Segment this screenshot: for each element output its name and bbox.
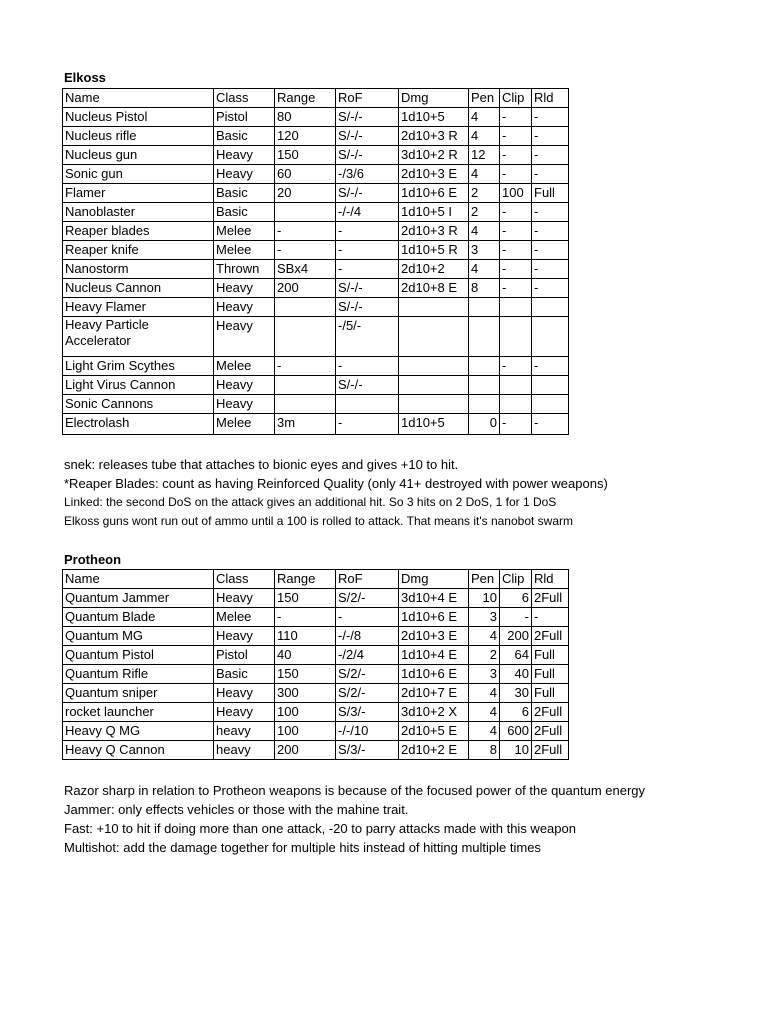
table-cell: Heavy — [214, 298, 275, 317]
table-cell: Quantum Blade — [63, 608, 214, 627]
table-cell — [500, 395, 532, 414]
column-header: Dmg — [399, 570, 469, 589]
table-cell: Heavy Q Cannon — [63, 741, 214, 760]
table-cell: 2d10+3 R — [399, 222, 469, 241]
header-row — [63, 89, 569, 108]
table-cell: Thrown — [214, 260, 275, 279]
table-cell: 4 — [469, 722, 500, 741]
table-cell: 8 — [469, 741, 500, 760]
table-cell: Reaper knife — [63, 241, 214, 260]
table-cell: 1d10+5 — [399, 414, 469, 435]
table-cell: Quantum Pistol — [63, 646, 214, 665]
column-header: Class — [214, 570, 275, 589]
header-row — [63, 570, 569, 589]
table-cell: 2d10+5 E — [399, 722, 469, 741]
table-cell: 300 — [275, 684, 336, 703]
table-cell: 12 — [469, 146, 500, 165]
table-cell: Nucleus Cannon — [63, 279, 214, 298]
table-cell: - — [500, 414, 532, 435]
table-cell: Nucleus gun — [63, 146, 214, 165]
table-cell — [532, 317, 569, 357]
table-cell: 8 — [469, 279, 500, 298]
table-cell: 3d10+2 X — [399, 703, 469, 722]
table-cell: - — [500, 260, 532, 279]
table-cell: - — [500, 279, 532, 298]
table-cell: Heavy — [214, 589, 275, 608]
table-cell — [532, 376, 569, 395]
table-cell: - — [500, 146, 532, 165]
table-cell: - — [336, 241, 399, 260]
table-cell: - — [532, 608, 569, 627]
elkoss-title: Elkoss — [64, 70, 106, 85]
table-cell: 3 — [469, 665, 500, 684]
table-cell: 200 — [275, 741, 336, 760]
table-cell: 2d10+3 R — [399, 127, 469, 146]
table-cell: Light Grim Scythes — [63, 357, 214, 376]
table-cell: Heavy — [214, 146, 275, 165]
table-row — [63, 108, 569, 127]
note-line: Jammer: only effects vehicles or those with the mahine trait. — [64, 802, 409, 817]
table-cell — [275, 298, 336, 317]
table-cell: 4 — [469, 684, 500, 703]
table-cell: 4 — [469, 127, 500, 146]
table-cell: - — [500, 108, 532, 127]
table-cell: 3d10+2 R — [399, 146, 469, 165]
table-cell: 40 — [275, 646, 336, 665]
table-cell: Pistol — [214, 108, 275, 127]
table-cell: Heavy — [214, 627, 275, 646]
table-cell: - — [532, 357, 569, 376]
table-cell: S/-/- — [336, 279, 399, 298]
table-cell: -/-/8 — [336, 627, 399, 646]
table-cell: -/-/4 — [336, 203, 399, 222]
table-cell: 4 — [469, 260, 500, 279]
table-row — [63, 241, 569, 260]
table-cell: 4 — [469, 108, 500, 127]
table-cell: 1d10+5 — [399, 108, 469, 127]
table-cell: 2Full — [532, 703, 569, 722]
table-cell: - — [532, 414, 569, 435]
table-cell: - — [532, 165, 569, 184]
table-cell: 10 — [500, 741, 532, 760]
protheon-weapons-table — [62, 569, 569, 760]
elkoss-weapons-table — [62, 88, 569, 435]
table-cell: Full — [532, 184, 569, 203]
table-cell: Sonic Cannons — [63, 395, 214, 414]
table-cell: Melee — [214, 357, 275, 376]
table-cell: 2d10+2 E — [399, 741, 469, 760]
column-header: RoF — [336, 570, 399, 589]
table-cell: 600 — [500, 722, 532, 741]
table-cell: 2 — [469, 646, 500, 665]
table-cell: Quantum sniper — [63, 684, 214, 703]
table-row — [63, 376, 569, 395]
table-cell: 60 — [275, 165, 336, 184]
table-cell: 3 — [469, 608, 500, 627]
table-cell: Heavy — [214, 376, 275, 395]
table-cell — [500, 376, 532, 395]
table-cell: 1d10+5 R — [399, 241, 469, 260]
table-row — [63, 279, 569, 298]
column-header: Rld — [532, 89, 569, 108]
note-line: Linked: the second DoS on the attack gives an additional hit. So 3 hits on 2 DoS, 1 for 1 DoS — [64, 495, 557, 509]
table-cell: 2d10+7 E — [399, 684, 469, 703]
column-header: Range — [275, 570, 336, 589]
table-cell: Melee — [214, 222, 275, 241]
table-cell: -/-/10 — [336, 722, 399, 741]
table-cell — [469, 317, 500, 357]
table-cell: - — [532, 260, 569, 279]
table-cell — [275, 376, 336, 395]
table-cell: - — [500, 165, 532, 184]
column-header: Rld — [532, 570, 569, 589]
table-cell: - — [336, 222, 399, 241]
table-cell: Light Virus Cannon — [63, 376, 214, 395]
table-cell — [275, 395, 336, 414]
table-cell: - — [500, 241, 532, 260]
table-cell: Nucleus Pistol — [63, 108, 214, 127]
table-row — [63, 684, 569, 703]
table-cell: Full — [532, 684, 569, 703]
table-cell: 4 — [469, 627, 500, 646]
table-cell: 3d10+4 E — [399, 589, 469, 608]
table-row — [63, 395, 569, 414]
note-line: Multishot: add the damage together for multiple hits instead of hitting multiple times — [64, 840, 541, 855]
table-cell — [399, 376, 469, 395]
table-cell: 200 — [275, 279, 336, 298]
table-row — [63, 646, 569, 665]
table-cell: - — [275, 357, 336, 376]
table-cell: 2Full — [532, 627, 569, 646]
table-cell: Heavy Flamer — [63, 298, 214, 317]
table-cell: heavy — [214, 741, 275, 760]
table-cell — [469, 395, 500, 414]
table-cell — [399, 317, 469, 357]
table-cell: -/5/- — [336, 317, 399, 357]
table-row — [63, 260, 569, 279]
table-row — [63, 298, 569, 317]
protheon-notes — [64, 781, 646, 857]
table-cell: Full — [532, 646, 569, 665]
note-line: *Reaper Blades: count as having Reinforced Quality (only 41+ destroyed with power weapons) — [64, 476, 608, 491]
table-cell: 1d10+5 I — [399, 203, 469, 222]
table-row — [63, 741, 569, 760]
table-cell: Quantum Rifle — [63, 665, 214, 684]
table-cell: S/2/- — [336, 665, 399, 684]
table-cell: Electrolash — [63, 414, 214, 435]
table-cell: 2Full — [532, 589, 569, 608]
note-line: Razor sharp in relation to Protheon weapons is because of the focused power of the quantum energy — [64, 783, 646, 798]
table-row — [63, 357, 569, 376]
column-header: Name — [63, 570, 214, 589]
table-cell: 64 — [500, 646, 532, 665]
column-header: Pen — [469, 89, 500, 108]
table-cell: 2Full — [532, 741, 569, 760]
table-cell: - — [532, 222, 569, 241]
table-cell: S/-/- — [336, 108, 399, 127]
table-cell — [532, 395, 569, 414]
table-cell — [336, 395, 399, 414]
table-cell: 20 — [275, 184, 336, 203]
table-cell: 100 — [500, 184, 532, 203]
table-cell: S/2/- — [336, 589, 399, 608]
table-cell: S/-/- — [336, 376, 399, 395]
table-cell: SBx4 — [275, 260, 336, 279]
table-cell: 150 — [275, 589, 336, 608]
table-row — [63, 665, 569, 684]
table-cell: 2d10+3 E — [399, 627, 469, 646]
table-cell: - — [500, 357, 532, 376]
table-row — [63, 722, 569, 741]
table-cell: S/3/- — [336, 703, 399, 722]
table-row — [63, 703, 569, 722]
table-cell: - — [532, 241, 569, 260]
table-cell: 1d10+6 E — [399, 608, 469, 627]
table-cell: Reaper blades — [63, 222, 214, 241]
table-cell: S/-/- — [336, 298, 399, 317]
table-cell: 40 — [500, 665, 532, 684]
table-row — [63, 222, 569, 241]
table-cell: Quantum MG — [63, 627, 214, 646]
table-cell: 200 — [500, 627, 532, 646]
column-header: Dmg — [399, 89, 469, 108]
table-cell: 6 — [500, 703, 532, 722]
table-cell: S/-/- — [336, 146, 399, 165]
table-cell: 4 — [469, 165, 500, 184]
elkoss-notes — [64, 455, 608, 531]
table-cell: 100 — [275, 722, 336, 741]
table-cell: 2d10+2 — [399, 260, 469, 279]
table-row — [63, 414, 569, 435]
table-cell: 2Full — [532, 722, 569, 741]
protheon-title: Protheon — [64, 552, 122, 567]
table-cell: - — [500, 203, 532, 222]
table-cell: - — [532, 127, 569, 146]
table-cell: 2 — [469, 184, 500, 203]
table-cell: heavy — [214, 722, 275, 741]
table-cell: - — [500, 222, 532, 241]
table-row — [63, 589, 569, 608]
table-cell — [469, 298, 500, 317]
column-header: Name — [63, 89, 214, 108]
table-row — [63, 127, 569, 146]
table-cell: - — [275, 241, 336, 260]
table-cell: S/3/- — [336, 741, 399, 760]
table-cell: - — [532, 146, 569, 165]
table-cell: Heavy — [214, 703, 275, 722]
table-cell: -/2/4 — [336, 646, 399, 665]
table-cell: 80 — [275, 108, 336, 127]
table-cell: S/-/- — [336, 184, 399, 203]
table-cell: 150 — [275, 146, 336, 165]
table-cell: 120 — [275, 127, 336, 146]
table-cell: - — [336, 357, 399, 376]
table-cell: Sonic gun — [63, 165, 214, 184]
table-cell: 2 — [469, 203, 500, 222]
table-row — [63, 627, 569, 646]
table-cell: 110 — [275, 627, 336, 646]
table-cell: Heavy Particle Accelerator — [63, 317, 214, 357]
table-row — [63, 608, 569, 627]
table-cell: Nanoblaster — [63, 203, 214, 222]
column-header: Class — [214, 89, 275, 108]
table-cell — [399, 395, 469, 414]
table-cell — [532, 298, 569, 317]
table-cell: Full — [532, 665, 569, 684]
table-cell: Heavy — [214, 279, 275, 298]
table-cell: -/3/6 — [336, 165, 399, 184]
table-cell: Melee — [214, 241, 275, 260]
table-cell — [500, 317, 532, 357]
table-cell: 1d10+4 E — [399, 646, 469, 665]
table-cell: Basic — [214, 184, 275, 203]
table-cell: Pistol — [214, 646, 275, 665]
table-cell: Flamer — [63, 184, 214, 203]
table-row — [63, 165, 569, 184]
note-line: snek: releases tube that attaches to bionic eyes and gives +10 to hit. — [64, 457, 459, 472]
table-row — [63, 317, 569, 357]
table-cell — [500, 298, 532, 317]
table-cell: 0 — [469, 414, 500, 435]
table-cell: Nanostorm — [63, 260, 214, 279]
table-cell: 1d10+6 E — [399, 665, 469, 684]
table-cell: Quantum Jammer — [63, 589, 214, 608]
table-cell: - — [336, 414, 399, 435]
table-cell: 100 — [275, 703, 336, 722]
column-header: Pen — [469, 570, 500, 589]
column-header: Clip — [500, 570, 532, 589]
table-cell: 2d10+3 E — [399, 165, 469, 184]
note-line: Elkoss guns wont run out of ammo until a 100 is rolled to attack. That means it's nanobot swarm — [64, 514, 573, 528]
table-cell: Heavy — [214, 395, 275, 414]
table-cell: Heavy — [214, 165, 275, 184]
table-cell: 1d10+6 E — [399, 184, 469, 203]
column-header: RoF — [336, 89, 399, 108]
table-cell: 6 — [500, 589, 532, 608]
table-cell: Heavy — [214, 684, 275, 703]
table-cell: - — [275, 608, 336, 627]
table-cell: - — [532, 203, 569, 222]
table-cell: 4 — [469, 222, 500, 241]
table-cell: - — [532, 108, 569, 127]
table-cell: 10 — [469, 589, 500, 608]
table-cell: - — [532, 279, 569, 298]
table-cell: 150 — [275, 665, 336, 684]
table-cell: S/-/- — [336, 127, 399, 146]
table-cell: Melee — [214, 608, 275, 627]
table-cell: - — [275, 222, 336, 241]
column-header: Range — [275, 89, 336, 108]
table-cell — [469, 357, 500, 376]
table-cell: Basic — [214, 203, 275, 222]
table-cell: 3 — [469, 241, 500, 260]
table-cell — [469, 376, 500, 395]
table-cell — [275, 203, 336, 222]
table-cell: Basic — [214, 127, 275, 146]
table-cell — [399, 357, 469, 376]
column-header: Clip — [500, 89, 532, 108]
table-cell: S/2/- — [336, 684, 399, 703]
table-cell: 30 — [500, 684, 532, 703]
table-cell: - — [500, 608, 532, 627]
table-row — [63, 184, 569, 203]
table-cell: 4 — [469, 703, 500, 722]
table-cell: rocket launcher — [63, 703, 214, 722]
table-cell — [275, 317, 336, 357]
table-cell: Heavy — [214, 317, 275, 357]
table-cell: - — [336, 608, 399, 627]
table-cell: Melee — [214, 414, 275, 435]
table-cell: 3m — [275, 414, 336, 435]
table-row — [63, 203, 569, 222]
table-row — [63, 146, 569, 165]
table-cell: - — [336, 260, 399, 279]
table-cell: 2d10+8 E — [399, 279, 469, 298]
note-line: Fast: +10 to hit if doing more than one attack, -20 to parry attacks made with this weapon — [64, 821, 576, 836]
table-cell: Heavy Q MG — [63, 722, 214, 741]
table-cell — [399, 298, 469, 317]
table-cell: - — [500, 127, 532, 146]
table-cell: Basic — [214, 665, 275, 684]
table-cell: Nucleus rifle — [63, 127, 214, 146]
